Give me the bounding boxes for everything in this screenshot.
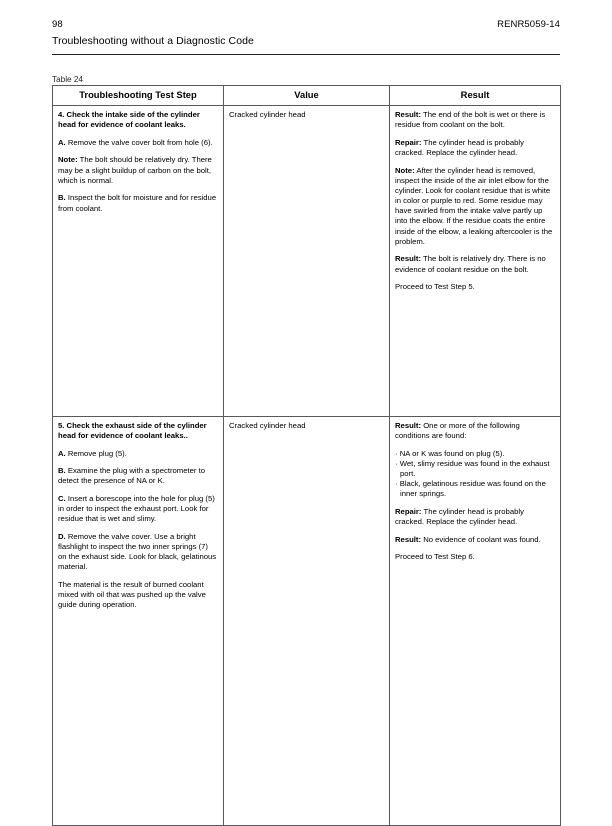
step-heading-text: 5. Check the exhaust side of the cylinder head for evidence of coolant leaks.. <box>58 420 207 440</box>
result-item-text: No evidence of coolant was found. <box>421 534 541 544</box>
step-item-text: Examine the plug with a spectrometer to detect the presence of NA or K. <box>58 466 205 486</box>
step-item-label: B. <box>58 193 66 203</box>
column-header-result: Result <box>390 86 561 106</box>
result-cell <box>390 416 561 825</box>
step-item <box>58 138 218 148</box>
table-row <box>53 106 561 417</box>
result-cell <box>390 106 561 417</box>
result-intro-label: Result: <box>395 420 422 430</box>
result-item <box>395 254 555 274</box>
document-code: RENR5059-14 <box>497 19 560 30</box>
step-item-label: B. <box>58 466 66 476</box>
result-item-label: Result: <box>395 534 422 544</box>
step-item-label: C. <box>58 494 66 504</box>
step-item-label: A. <box>58 137 66 147</box>
step-heading <box>58 110 218 130</box>
running-head-row <box>52 18 560 31</box>
list-item: · Black, gelatinous residue was found on the inner springs. <box>395 479 555 499</box>
result-item-text: Proceed to Test Step 6. <box>395 552 475 562</box>
result-item-text: After the cylinder head is removed, inspect the inside of the air inlet elbow for the cylinder. Look for coolant residue that is white in color or purple to red. Some residue may have swirled from the intake valve partly up into the elbow. If the residue coats the entire inside of the elbow, a leaking aftercooler is the problem. <box>395 165 553 246</box>
value-text: Cracked cylinder head <box>229 420 306 430</box>
result-item-label: Result: <box>395 254 422 264</box>
step-item-text: Remove the valve cover bolt from hole (6). <box>65 137 213 147</box>
step-item-label: D. <box>58 532 66 541</box>
result-item-label: Result: <box>395 110 422 119</box>
list-item: · Wet, slimy residue was found in the exhaust port. <box>395 459 555 479</box>
result-item <box>395 166 555 247</box>
result-item-text: The bolt is relatively dry. There is no evidence of coolant residue on the bolt. <box>395 254 546 274</box>
result-condition-list <box>395 449 555 500</box>
result-item <box>395 535 555 545</box>
step-item <box>58 494 218 524</box>
result-item <box>395 110 555 130</box>
step-item <box>58 580 218 610</box>
section-title: Troubleshooting without a Diagnostic Code <box>52 35 254 47</box>
test-step-cell <box>53 416 224 825</box>
value-text: Cracked cylinder head <box>229 110 306 119</box>
troubleshooting-table <box>52 85 561 826</box>
result-item-text: The cylinder head is probably cracked. Replace the cylinder head. <box>395 506 524 526</box>
result-item-label: Repair: <box>395 137 422 147</box>
step-item-label: A. <box>58 448 66 458</box>
column-header-value: Value <box>224 86 390 106</box>
column-header-test-step: Troubleshooting Test Step <box>53 86 224 106</box>
result-item <box>395 138 555 158</box>
result-item-label: Note: <box>395 165 415 175</box>
result-item <box>395 507 555 527</box>
cell-spacer <box>53 617 223 825</box>
step-heading <box>58 421 218 441</box>
table-caption: Table 24 <box>52 75 83 84</box>
table-header-row <box>53 86 561 106</box>
step-item-text: Remove plug (5). <box>65 448 127 458</box>
table-row <box>53 416 561 825</box>
step-heading-text: 4. Check the intake side of the cylinder head for evidence of coolant leaks. <box>58 110 200 130</box>
result-item <box>395 552 555 562</box>
test-step-cell <box>53 106 224 417</box>
step-item <box>58 155 218 185</box>
step-item <box>58 466 218 486</box>
result-intro <box>395 421 555 441</box>
step-item-label: Note: <box>58 155 78 165</box>
result-intro-text: One or more of the following conditions are found: <box>395 420 520 440</box>
list-item: · NA or K was found on plug (5). <box>395 449 555 459</box>
result-item-text: The cylinder head is probably cracked. Replace the cylinder head. <box>395 137 524 157</box>
step-item <box>58 193 218 213</box>
step-item-text: Insert a borescope into the hole for plug (5) in order to inspect the exhaust port. Look for residue that is wet and slimy. <box>58 494 215 524</box>
step-item-text: Inspect the bolt for moisture and for residue from coolant. <box>58 193 217 213</box>
page-number: 98 <box>52 19 63 30</box>
result-item-text: The end of the bolt is wet or there is residue from coolant on the bolt. <box>395 110 546 130</box>
step-item-text: Remove the valve cover. Use a bright flashlight to inspect the two inner springs (7) on the exhaust side. Look for black, gelatinous material. <box>58 532 217 572</box>
step-item-text: The bolt should be relatively dry. There may be a slight buildup of carbon on the bolt, which is normal. <box>58 155 212 185</box>
value-cell <box>224 106 390 417</box>
step-item <box>58 449 218 459</box>
result-item-label: Repair: <box>395 506 422 516</box>
step-item-text: The material is the result of burned coolant mixed with oil that was pushed up the valve guide during operation. <box>58 580 206 610</box>
step-item <box>58 532 218 573</box>
result-item-text: Proceed to Test Step 5. <box>395 282 475 292</box>
running-head <box>52 18 560 55</box>
result-item <box>395 282 555 292</box>
value-cell <box>224 416 390 825</box>
header-divider <box>52 54 560 55</box>
cell-spacer <box>53 220 223 416</box>
